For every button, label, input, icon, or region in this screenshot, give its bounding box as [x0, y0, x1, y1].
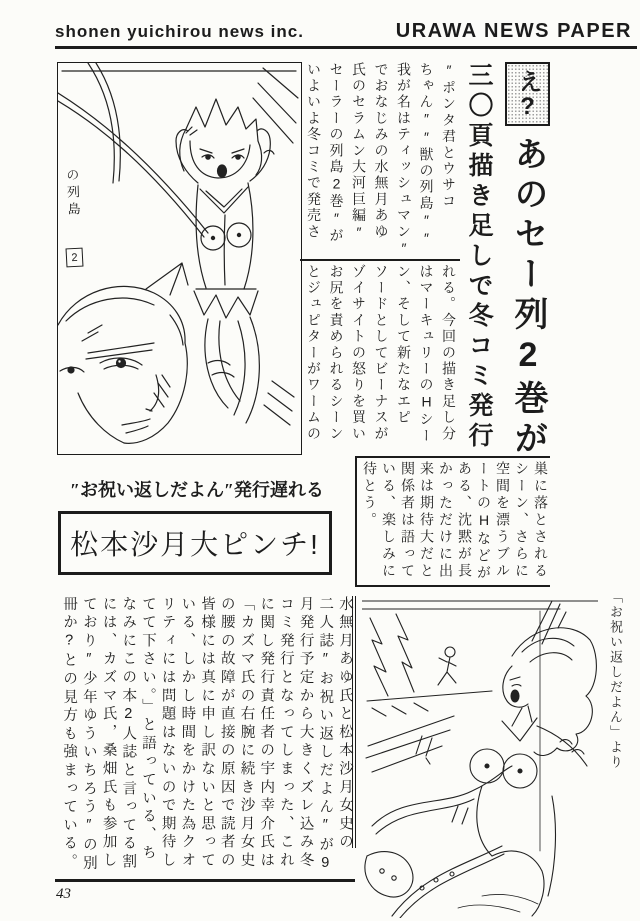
vtext-column: はマーキュリーのHシー: [418, 264, 435, 445]
vtext-column: かっただけに出: [438, 461, 454, 580]
vtext-column: 月発行予定から大きくズレ込み冬: [297, 596, 314, 871]
vtext-column: ソードとしてビーナスが: [373, 264, 390, 443]
vertical-separator-rule: [352, 596, 356, 848]
vtext-column: れる。今回の描き足し分: [441, 264, 457, 443]
illustration-source-caption: 「お祝い返しだよん」より: [608, 590, 623, 770]
second-story-kicker: ″お祝い返しだよん″発行遅れる: [70, 480, 324, 500]
lead-article-block2: [302, 264, 460, 461]
masthead-publisher: shonen yuichirou news inc.: [55, 22, 304, 41]
vtext-column: ちゃん″″獣の列島″″: [418, 62, 435, 249]
vtext-column: 巣に落とされる: [533, 461, 549, 580]
boxed-headline-text: 松本沙月大ピンチ!: [70, 529, 320, 560]
top-illustration-art: [58, 63, 300, 453]
vtext-column: てて下さい。」と語っている、ち: [139, 596, 156, 864]
masthead-rule: [55, 46, 637, 49]
vtext-column: 水無月あゆ氏と松本沙月女史の: [337, 596, 353, 853]
vtext-column: に関し発行責任者の宇内幸介氏は: [258, 596, 275, 871]
column-divider-rule: [300, 259, 460, 261]
headline-sub: 三〇頁描き足しで冬コミ発行: [465, 62, 493, 452]
vtext-column: セーラーの列島2巻″が: [328, 62, 345, 245]
vtext-column: 来は期待大だと: [419, 461, 435, 580]
bottom-illustration: [362, 596, 598, 918]
headline-main: あのセー列2巻が: [509, 136, 547, 460]
vtext-column: ゾイサイトの怒りを買い: [351, 264, 367, 443]
vtext-column: リティには問題はないので期待し: [159, 596, 176, 871]
vtext-column: 我が名はティッシュマン″: [396, 62, 412, 259]
vtext-column: の腰の故障が直接の原因で読者の: [218, 596, 235, 871]
vtext-column: 氏のセラムン大河巨編″: [351, 62, 367, 243]
vtext-column: ており″少年ゆういちろう″の別: [80, 596, 97, 874]
vtext-column: ン、そして新たなエピ: [396, 264, 412, 426]
vtext-column: コミ発行となってしまった、これ: [277, 596, 294, 871]
vtext-column: 皆様には真に申し訳ないと思って: [199, 596, 216, 871]
headline-kicker: え?: [514, 68, 541, 120]
vtext-column: ートのHなどが: [476, 461, 492, 582]
vtext-column: 二人誌″お祝い返しだよん″が9: [317, 596, 334, 875]
vtext-column: いる、しかし時間をかけた為クオ: [179, 596, 196, 871]
vtext-column: いよいよ冬コミで発売さ: [306, 62, 322, 241]
vtext-column: シーン、さらに: [514, 461, 530, 580]
top-illustration: [57, 62, 302, 455]
illustration-volume-number: 2: [66, 248, 84, 268]
vtext-column: でおなじみの水無月あゆ: [373, 62, 390, 241]
vtext-column: には、カズマ氏，桑畑氏も参加し: [100, 596, 117, 871]
vtext-column: お尻を責められるシーン: [328, 264, 345, 443]
vtext-column: いる、楽しみに: [381, 461, 397, 580]
vtext-column: 空間を漂うブル: [495, 461, 511, 580]
vtext-column: なみにこの本2人誌と言ってる割: [120, 596, 137, 872]
masthead-title: URAWA NEWS PAPER: [395, 20, 632, 42]
second-story-boxed-headline: [58, 511, 332, 575]
vtext-column: とジュピターがワームの: [306, 264, 322, 443]
page-number: 43: [56, 886, 71, 902]
bottom-illustration-art: [362, 596, 598, 918]
vtext-column: 「カズマ氏の右腕に続き沙月女史: [238, 596, 255, 871]
vtext-column: 関係者は語って: [400, 461, 416, 580]
lead-article-block1: [302, 62, 460, 259]
vtext-column: 冊か?との見方も強まっている。: [61, 596, 78, 872]
illustration-handwritten-label: の列島: [64, 167, 81, 220]
second-article-body: [58, 596, 354, 877]
lead-article-block3: [355, 456, 550, 587]
vtext-column: ある、沈黙が長: [457, 461, 473, 580]
vtext-column: ″ポンタ君とウサコ: [441, 62, 457, 210]
article-bottom-rule: [55, 879, 355, 882]
vtext-column: 待とう。: [362, 461, 378, 529]
headline-kicker-box: [505, 62, 550, 126]
